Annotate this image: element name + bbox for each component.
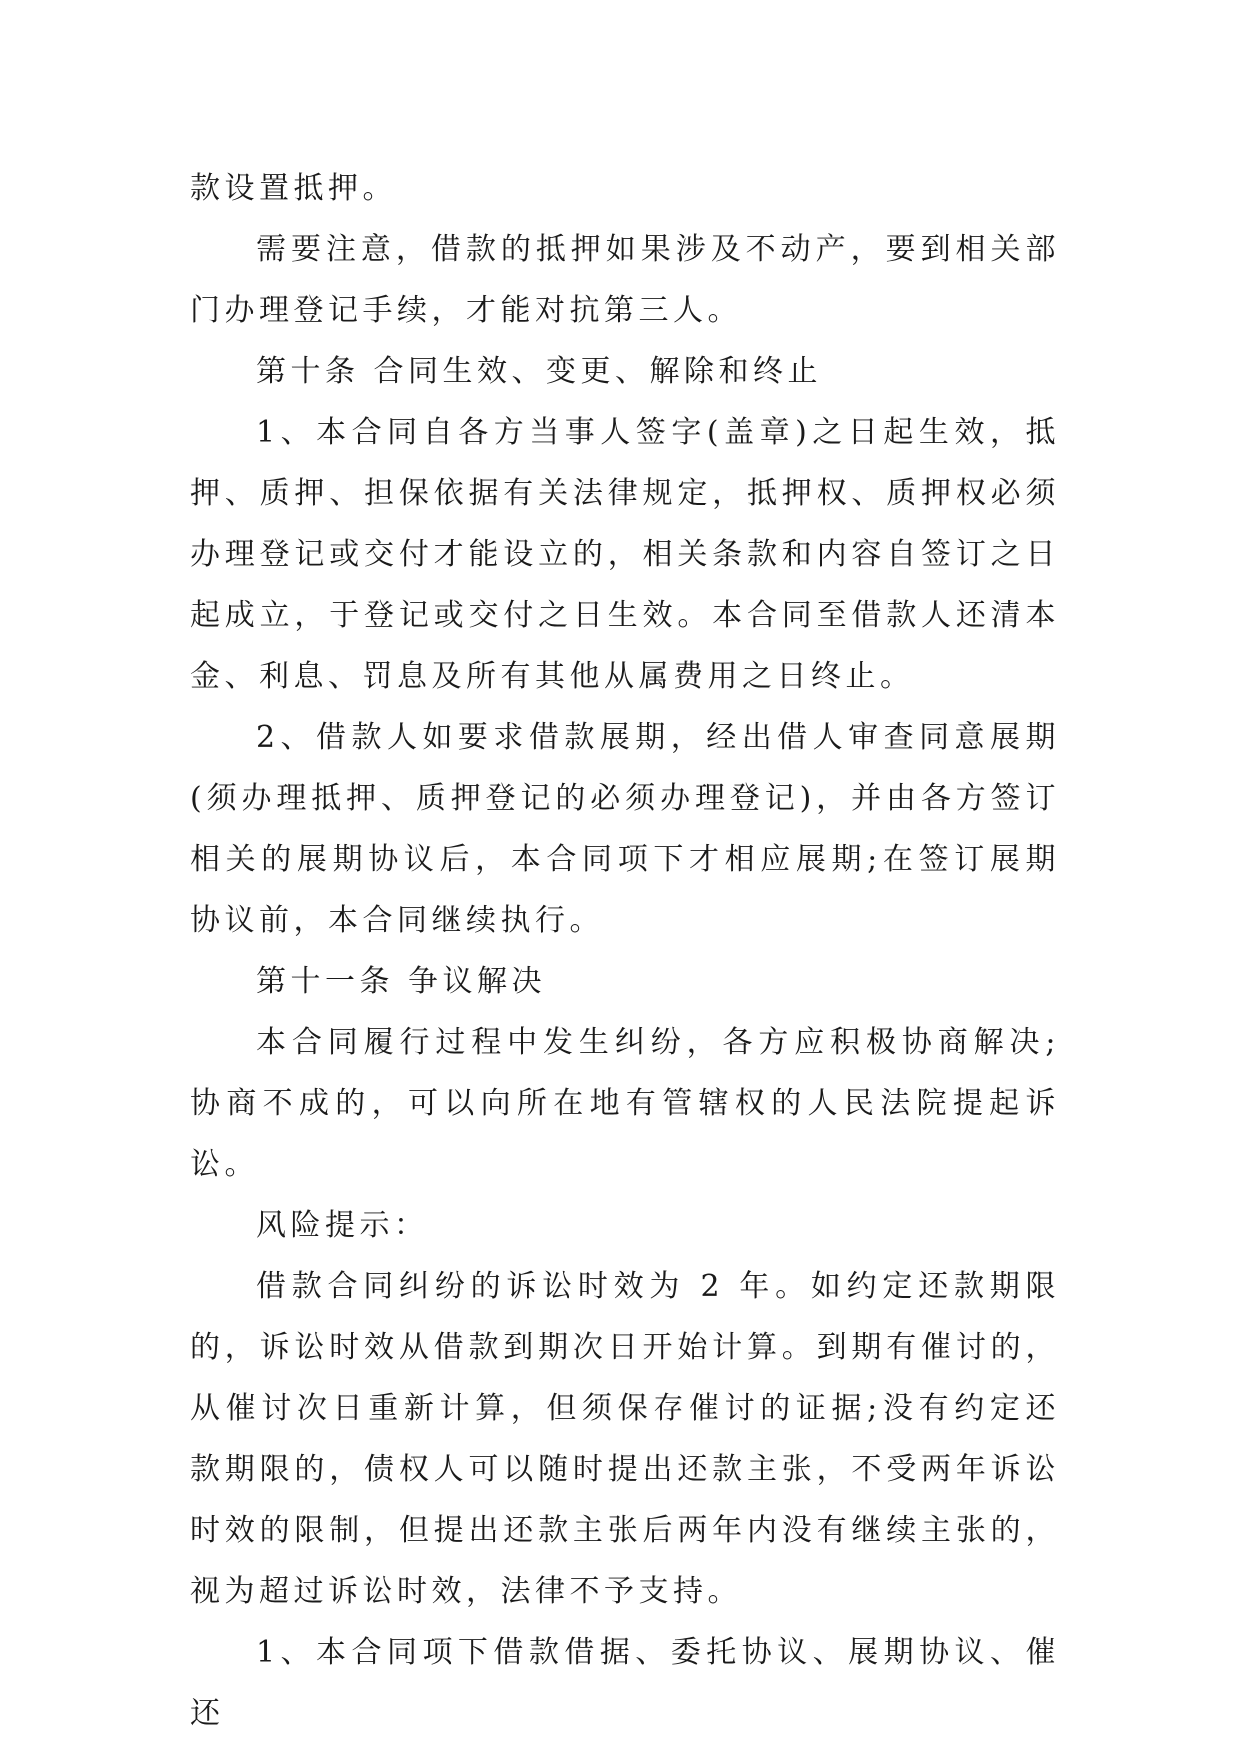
paragraph-article-10-item-1: 1、本合同自各方当事人签字(盖章)之日起生效，抵押、质押、担保依据有关法律规定，抵押权、质押权必须办理登记或交付才能设立的，相关条款和内容自签订之日起成立，于登记或交付之日生效。本合同至借款人还清本金、利息、罚息及所有其他从属费用之日终止。 [190, 415, 1060, 694]
paragraph-continuation: 款设置抵押。 [190, 171, 397, 206]
paragraph-note-real-estate: 需要注意，借款的抵押如果涉及不动产，要到相关部门办理登记手续，才能对抗第三人。 [190, 232, 1060, 328]
paragraph-loan-documents-item-1: 1、本合同项下借款借据、委托协议、展期协议、催还 [190, 1635, 1060, 1731]
paragraph-limitation-period: 借款合同纠纷的诉讼时效为 2 年。如约定还款期限的，诉讼时效从借款到期次日开始计算。到期有催讨的，从催讨次日重新计算，但须保存催讨的证据;没有约定还款期限的，债权人可以随时提出还款主张，不受两年诉讼时效的限制，但提出还款主张后两年内没有继续主张的，视为超过诉讼时效，法律不予支持。 [190, 1269, 1060, 1609]
document-body [190, 158, 1060, 1744]
risk-warning-heading: 风险提示： [256, 1208, 429, 1243]
section-heading-article-11: 第十一条 争议解决 [256, 964, 547, 999]
paragraph-dispute-resolution: 本合同履行过程中发生纠纷，各方应积极协商解决;协商不成的，可以向所在地有管辖权的人民法院提起诉讼。 [190, 1025, 1060, 1182]
section-heading-article-10: 第十条 合同生效、变更、解除和终止 [256, 354, 823, 389]
paragraph-article-10-item-2: 2、借款人如要求借款展期，经出借人审查同意展期(须办理抵押、质押登记的必须办理登记)，并由各方签订相关的展期协议后，本合同项下才相应展期;在签订展期协议前，本合同继续执行。 [190, 720, 1060, 938]
